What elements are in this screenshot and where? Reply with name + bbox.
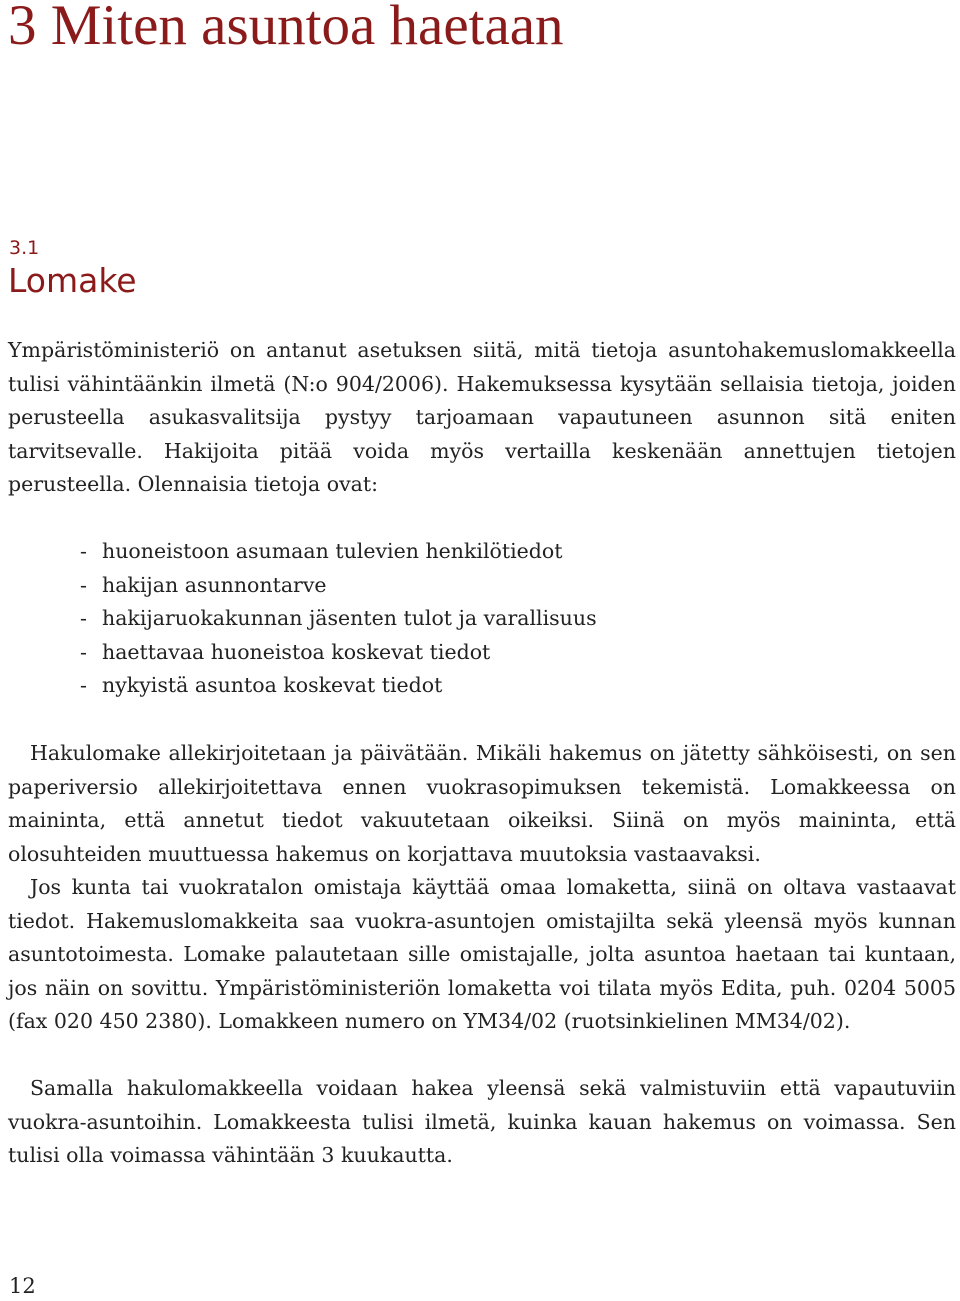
list-bullet: -	[80, 572, 87, 597]
list-bullet: -	[80, 539, 87, 563]
section-number: 3.1	[9, 237, 40, 259]
own-form-paragraph: Jos kunta tai vuokratalon omistaja käyttää omaa lomaketta, siinä on oltava vastaavat tiedot. Hakemuslomakkeita saa vuokra-asuntojen omistajilta sekä yleensä myös kunnan asuntotoimesta. Lomake palautetaan sille omistajalle, jolta asuntoa haetaan tai kuntaan, jos näin on sovittu. Ympäristöministeriön lomaketta voi tilata myös Edita, puh. 0204 5005 (fax 020 450 2380). Lomakkeen numero on YM34/02 (ruotsinkielinen MM34/02).	[8, 875, 956, 1034]
list-item-text: hakijan asunnontarve	[102, 572, 327, 597]
list-bullet: -	[80, 639, 87, 664]
list-item-text: huoneistoon asumaan tulevien henkilötiedot	[102, 539, 563, 563]
section-title: Lomake	[8, 261, 137, 300]
list-item-text: hakijaruokakunnan jäsenten tulot ja varallisuus	[102, 606, 597, 631]
list-item	[80, 669, 597, 703]
chapter-title: 3 Miten asuntoa haetaan	[8, 0, 564, 57]
list-item	[80, 569, 597, 603]
list-bullet: -	[80, 673, 87, 698]
list-bullet: -	[80, 606, 87, 631]
intro-paragraph: Ympäristöministeriö on antanut asetuksen siitä, mitä tietoja asuntohakemuslomakkeella tulisi vähintäänkin ilmetä (N:o 904/2006). Hakemuksessa kysytään sellaisia tietoja, joiden perusteella asukasvalitsija pystyy tarjoamaan vapautuneen asunnon sitä eniten tarvitsevalle. Hakijoita pitää voida myös vertailla keskenään annettujen tietojen perusteella. Olennaisia tietoja ovat:	[8, 338, 956, 497]
list-item-text: nykyistä asuntoa koskevat tiedot	[102, 673, 443, 698]
list-item	[80, 535, 597, 569]
required-info-list	[80, 535, 597, 703]
list-item	[80, 636, 597, 670]
list-item	[80, 602, 597, 636]
signing-paragraph: Hakulomake allekirjoitetaan ja päivätään. Mikäli hakemus on jätetty sähköisesti, on sen paperiversio allekirjoitettava ennen vuokrasopimuksen tekemistä. Lomakkeessa on maininta, että annetut tiedot vakuutetaan oikeiksi. Siinä on myös maininta, että olosuhteiden muuttuessa hakemus on korjattava muutoksia vastaavaksi.	[8, 741, 956, 866]
list-item-text: haettavaa huoneistoa koskevat tiedot	[102, 639, 491, 664]
page-number: 12	[9, 1274, 36, 1298]
validity-paragraph: Samalla hakulomakkeella voidaan hakea yleensä sekä valmistuviin että vapautuviin vuokra-asuntoihin. Lomakkeesta tulisi ilmetä, kuinka kauan hakemus on voimassa. Sen tulisi olla voimassa vähintään 3 kuukautta.	[8, 1076, 956, 1168]
